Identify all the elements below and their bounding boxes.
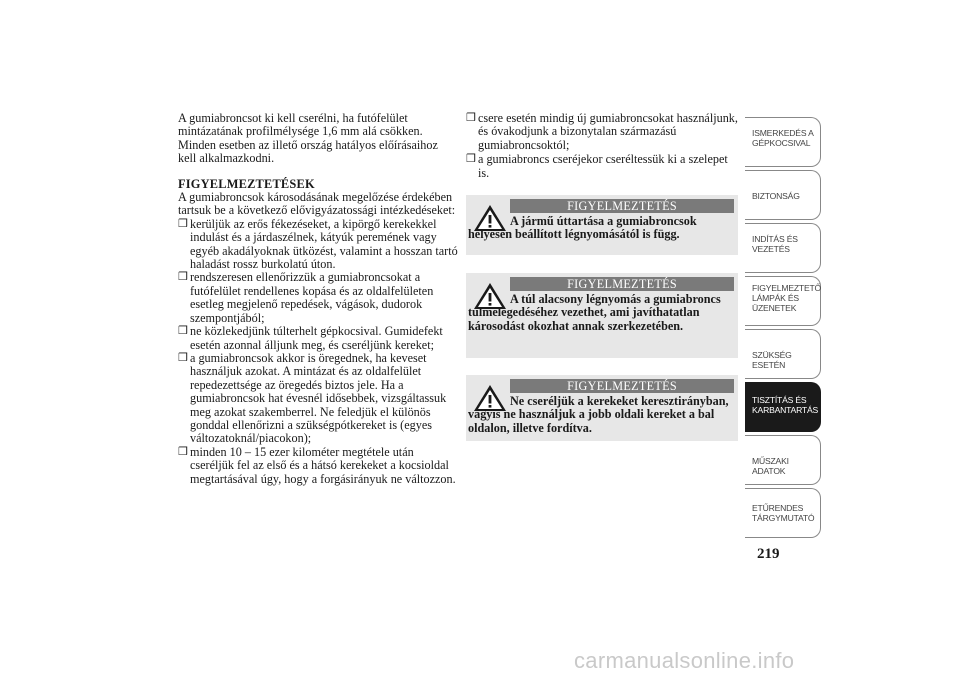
- tab-label: BIZTONSÁG: [752, 191, 800, 201]
- left-column: [178, 112, 458, 486]
- warning-box-3: [466, 375, 738, 441]
- checkbox-bullet-icon: ❒: [466, 153, 476, 166]
- warning-text: Ne cseréljük a kerekeket keresztirányban, vagyis ne használjuk a jobb oldali kereket a bal oldalon, illetve fordítva.: [468, 394, 729, 435]
- list-item: [178, 218, 458, 272]
- list-item-text: a gumiabroncsok akkor is öregednek, ha keveset használjuk azokat. A mintázat és az oldalfelület repedezettsége az öregedés biztos jele. Ha a gumiabroncsok hat évesnél idősebbek, vizsgáltassuk meg azokat szakemberrel. Ne feledjük el különös gonddal ellenőrizni a szükségpótkereket is (egyes változatoknál/piacokon);: [190, 350, 447, 446]
- warning-text: A jármű úttartása a gumiabroncsok helyesen beállított légnyomásától is függ.: [468, 214, 697, 242]
- checkbox-bullet-icon: ❒: [466, 112, 476, 124]
- list-item-text: ne közlekedjünk túlterhelt gépkocsival. Gumidefekt esetén azonnal álljunk meg, és cseréljünk kereket;: [190, 324, 443, 352]
- intro-paragraph: A gumiabroncsot ki kell cserélni, ha futófelület mintázatának profilmélysége 1,6 mm alá csökken. Minden esetben az illető ország hatályos előírásaihoz kell alkalmazkodni.: [178, 111, 438, 166]
- tab-figyelmezteto[interactable]: [745, 276, 821, 326]
- replacement-list: [466, 112, 738, 180]
- warning-title: FIGYELMEZTETÉS: [510, 277, 734, 291]
- checkbox-bullet-icon: ❒: [178, 325, 188, 338]
- tab-inditas[interactable]: [745, 223, 821, 273]
- checkbox-bullet-icon: ❒: [178, 217, 188, 230]
- list-item-text: kerüljük az erős fékezéseket, a kipörgő kerekekkel indulást és a járdaszélnek, kátyúk peremének vagy egyéb akadályoknak ütközést, valamint a hosszan tartó haladást rossz burkolatú úton.: [190, 216, 458, 272]
- list-item: [178, 352, 458, 446]
- watermark-text: carmanualsonline.info: [574, 648, 795, 673]
- warning-title: FIGYELMEZTETÉS: [510, 379, 734, 393]
- tab-label: ISMERKEDÉS A GÉPKOCSIVAL: [752, 128, 814, 148]
- tab-label: INDÍTÁS ÉS VEZETÉS: [752, 234, 798, 254]
- warning-text: A túl alacsony légnyomás a gumiabroncs túlmelegedéséhez vezethet, ami javíthatatlan károsodást okozhat annak szerkezetében.: [468, 292, 721, 333]
- tab-label: MŰSZAKI ADATOK: [752, 456, 789, 476]
- list-item: [466, 153, 738, 180]
- checkbox-bullet-icon: ❒: [178, 271, 188, 284]
- tab-label: FIGYELMEZTETŐ LÁMPÁK ÉS ÜZENETEK: [752, 283, 822, 313]
- list-item: [178, 446, 458, 486]
- list-item-text: csere esetén mindig új gumiabroncsokat használjunk, és óvakodjunk a bizonytalan származású gumiabroncsoktól;: [478, 111, 738, 152]
- list-item: [178, 271, 458, 325]
- tab-ismerkedes[interactable]: [745, 117, 821, 167]
- right-column: [466, 112, 738, 181]
- tab-tisztitas[interactable]: [745, 382, 821, 432]
- page-number: 219: [757, 546, 780, 562]
- tab-label: TISZTÍTÁS ÉS KARBANTARTÁS: [752, 395, 819, 415]
- tab-targymutato[interactable]: [745, 488, 821, 538]
- checkbox-bullet-icon: ❒: [178, 351, 188, 364]
- list-item-text: minden 10 – 15 ezer kilométer megtétele után cseréljük fel az első és a hátsó kerekeket a kocsioldal megtartásával úgy, hogy a forgásirányuk ne változzon.: [190, 444, 456, 486]
- warning-box-1: [466, 195, 738, 255]
- section-heading: FIGYELMEZTETÉSEK: [178, 176, 315, 191]
- warning-title: FIGYELMEZTETÉS: [510, 199, 734, 213]
- tab-szukseg[interactable]: [745, 329, 821, 379]
- tab-biztonsag[interactable]: [745, 170, 821, 220]
- warning-box-2: [466, 273, 738, 358]
- tab-label: SZÜKSÉG ESETÉN: [752, 350, 792, 370]
- tab-label: ETŰRENDES TÁRGYMUTATÓ: [752, 503, 815, 523]
- list-item: [466, 112, 738, 152]
- lead-paragraph: A gumiabroncsok károsodásának megelőzése érdekében tartsuk be a következő elővigyázatossági intézkedéseket:: [178, 190, 456, 218]
- tab-muszaki[interactable]: [745, 435, 821, 485]
- checkbox-bullet-icon: ❒: [178, 445, 188, 458]
- list-item-text: rendszeresen ellenőrizzük a gumiabroncsokat a futófelület rendellenes kopása és az oldalfelületen esetleg megjelenő repedések, vágások, dudorok szempontjából;: [190, 270, 434, 325]
- list-item-text: a gumiabroncs cseréjekor cseréltessük ki a szelepet is.: [478, 152, 728, 180]
- precaution-list: [178, 218, 458, 486]
- list-item: [178, 325, 458, 352]
